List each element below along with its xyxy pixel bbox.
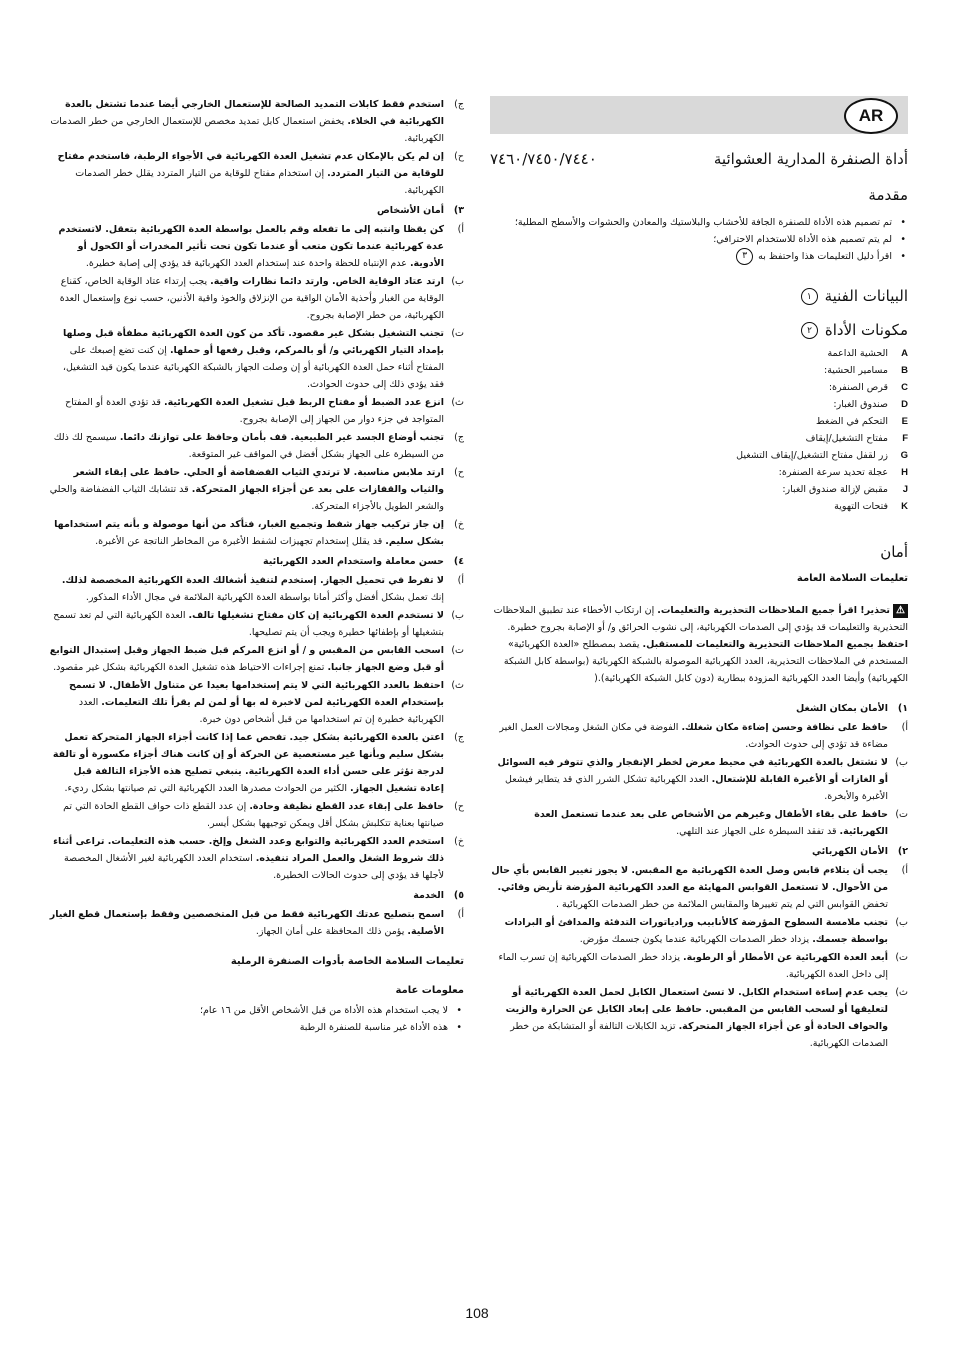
list-item: خ) إن جاز تركيب جهاز شفط وتجميع الغبار، فتأكد من أنها موصولة و بأنه يتم استخدامها بشكل سليم. قد يقلل إستخدام تجهيزات لشفط الأغبرة من المخاطر الناتجة عن الأغبرة. [54, 519, 464, 547]
list-item: ت) تجنب التشغيل بشكل غير مقصود. تأكد من كون العدة الكهربائية مطفأة قبل وصلها بإمداد التيار الكهربائي و/ أو بالمركم، وقبل رفعها أو حملها. إن كنت تضع إصبعك على المفتاح أثناء حمل العدة الكهربائية أو إن وصلت الجهاز بالشبكة الكهربائية عندما يكون قيد التشغيل، فقد يؤدي ذلك إلى حدوث الحوادث. [62, 328, 464, 390]
list-item: • لا يجب استخدام هذه الأداة من قبل الأشخاص الأقل من ١٦ عام؛ [48, 1002, 464, 1019]
list-item: ث) احتفظ بالعدد الكهربائية التي لا يتم إستخدامها بعيدا عن متناول الأطفال. لا تسمح بإستخدام العدة الكهربائية لمن لاخبرة له بها أو لمن لم يقرأ تلك التعليمات. العدد الكهربائية خطيرة إن تم استخدامها من قبل أشخاص دون خبرة. [68, 680, 464, 725]
component-item: G زر لقفل مفتاح التشغيل/إيقاف التشغيل [736, 450, 908, 461]
figure-ref: ٣ [736, 248, 753, 265]
list-item: ج) تجنب أوضاع الجسد غير الطبيعية. قف بأمان وحافظ على توازنك دائما. سيسمح لك ذلك من السيطرة على الجهاز بشكل أفضل في المواقف غير المتوقعة. [53, 432, 464, 460]
safety-heading: أمان [880, 543, 908, 561]
work-area-items [490, 719, 908, 840]
list-item: • هذه الأداة غير مناسبة للصنفرة الرطبة [48, 1019, 464, 1036]
component-item: A الحشية الداعمة [827, 348, 908, 359]
general-safety-heading: تعليمات السلامة العامة [796, 573, 908, 584]
list-item: أ) كن يقظا وانتبه إلى ما تفعله وقم بالعمل بواسطة العدة الكهربائية بتعقل. لاتستخدم عدة كهربائية عندما تكون متعب أو عندما تكون تحت تأثير المخدرات أو الكحول أو الأدوية. عدم الإنتباه للحظة واحدة عند إستخدام العدد الكهربائية قد يؤدي إلى إصابة خطيرة. [58, 224, 464, 269]
general-info-heading: معلومات عامة [395, 985, 464, 996]
list-item: ح) إن لم يكن بالإمكان عدم تشغيل العدة الكهربائية في الأجواء الرطبة، فاستخدم مفتاح للوقاية من التيار المتردد. إن استخدام مفتاح للوقاية من التيار المتردد يقلل خطر الصدمات الكهربائية. [57, 151, 464, 196]
warning-triangle-icon: ⚠ [893, 604, 908, 618]
model-numbers: ٧٤٦٠/٧٤٥٠/٧٤٤٠ [490, 150, 597, 168]
list-item: ح) حافظ على إبقاء عدد القطع نظيفة وحادة. إن عدد القطع ذات حواف القطع الحادة التي تم صيانتها بعناية تتكلبش بشكل أقل ويمكن توجيهها بشكل أيسر. [63, 801, 464, 829]
tool-use-items [48, 572, 464, 884]
electrical-items-continued [48, 96, 464, 199]
section-service: ٥) الخدمة [413, 890, 464, 901]
component-item: H عجلة تحديد سرعة الصنفرة: [778, 467, 908, 478]
list-item: ب) تجنب ملامسة السطوح المؤرضة كالأنابيب ورادياتورات التدفئة والمدافئ أو البرادات بواسطة جسمك. يزداد خطر الصدمات الكهربائية عندما يكون جسمك مؤرض. [504, 917, 908, 945]
language-badge: AR [844, 98, 898, 134]
list-item: ث) انزع عدد الضبط أو مفتاح الربط قبل تشغيل العدة الكهربائية. قد تؤدي العدة أو المفتاح المتواجد في جزء دوار من الجهاز إلى الإصابة بجروح. [65, 397, 464, 425]
general-info-list [48, 1002, 464, 1036]
list-item: ت) أبعد العدة الكهربائية عن الأمطار أو الرطوبة. يزداد خطر الصدمات الكهربائية إن تسرب الماء إلى داخل العدة الكهربائية. [498, 952, 908, 980]
sander-safety-heading: تعليمات السلامة الخاصة بأدوات الصنفرة الرملية [230, 956, 464, 967]
list-item: ج) اعتن بالعدة الكهربائية بشكل جيد. تفحص عما إذا كانت أجزاء الجهاز المتحركة تعمل بشكل سليم وبأنها غير مستعصية عن الحركة أو إن كانت هناك أجزاء مكسورة أو تالفة لدرجة تؤثر على حسن أداء العدة الكهربائية. ينبغي تصليح هذه الأجزاء التالفة قبل إعادة تشغيل الجهاز. الكثير من الحوادث مصدرها العدد الكهربائية التي تم صيانتها بشكل رديء. [52, 732, 464, 794]
intro-heading: مقدمة [868, 186, 908, 204]
list-item: • لم يتم تصميم هذه الأداة للاستخدام الاحترافي؛ [490, 231, 908, 248]
left-column [48, 96, 464, 1036]
list-item: ج) استخدم فقط كابلات التمديد الصالحة للإستعمال الخارجي أيضا عندما تشتغل بالعدة الكهربائية في الخلاء. يخفض استعمال كابل تمديد مخصص للإستعمال الخارجي من خطر الصدمات الكهربائية. [50, 99, 464, 144]
figure-ref: ١ [801, 288, 818, 305]
list-item: ح) ارتد ملابس مناسبة. لا ترتدي الثياب الفضفاضة أو الحلي. حافظ على إبقاء الشعر والثياب والقفازات على بعد عن أجزاء الجهاز المتحركة. قد تتشابك الثياب الفضفاضة والحلي والشعر الطويل بالأجزاء المتحركة. [49, 467, 464, 512]
figure-ref: ٢ [801, 322, 818, 339]
list-item: ت) اسحب القابس من المقبس و / أو انزع المركم قبل ضبط الجهاز وقبل إستبدال التوابع أو قبل وضع الجهاز جانبا. تمنع إجراءات الاحتياط هذه تشغيل العدة الكهربائية بشكل غير مقصود. [49, 645, 464, 673]
component-item: C قرص الصنفرة: [828, 382, 908, 393]
list-item: • تم تصميم هذه الأداة للصنفرة الجافة للأخشاب والبلاستيك والمعادن والحشوات والأسطح المطلية؛ [490, 214, 908, 231]
section-personal-safety: ٣) أمان الأشخاص [377, 205, 464, 216]
section-tool-use: ٤) حسن معاملة واستخدام العدد الكهربائية [263, 556, 464, 567]
component-item: J مقبض لإزالة صندوق الغبار: [782, 484, 908, 495]
list-item: أ) يجب أن يتلاءم قابس وصل العدة الكهربائية مع المقبس. لا يجوز تغيير القابس بأي حال من الأحوال. لا تستعمل القوابس المهايئة مع العدد الكهربائية المؤرضة تأريض وقائي. تخفض القوابس التي لم يتم تغييرها والمقابس الملائمة من خطر الصدمات الكهربائية . [491, 865, 908, 910]
component-item: B مسامير الحشية: [824, 365, 908, 376]
service-items [48, 906, 464, 940]
warning-paragraph: ⚠تحذير! اقرأ جميع الملاحظات التحذيرية والتعليمات. إن ارتكاب الأخطاء عند تطبيق الملاحظات التحذيرية والتعليمات قد يؤدي إلى الصدمات الكهربائية، إلى نشوب الحرائق و/ أو الإصابة بجروح خطيرة. احتفظ بجميع الملاحظات التحذيرية والتعليمات للمستقبل. يقصد بمصطلح «العدة الكهربائية» المستخدم في الملاحظات التحذيرية، العدد الكهربائية الموصولة بالشبكة الكهربائية (بواسطة كابل الشبكة الكهربائية) وأيضا العدد الكهربائية المزودة ببطارية (دون كابل الشبكة الكهربائية).( [493, 604, 908, 684]
components-list [490, 345, 908, 515]
personal-safety-items [48, 221, 464, 550]
electrical-items [490, 862, 908, 1052]
component-item: K فتحات التهوية [834, 501, 908, 512]
list-item: ب) لا تشتغل بالعدة الكهربائية في محيط معرض لخطر الإنفجار والذي تتوفر فيه السوائل أو الغازات أو الأغبرة القابلة للإشتعال. العدد الكهربائية تشكل الشرر الذي قد يتطاير فيشعل الأغبرة والأبخرة. [497, 757, 908, 802]
list-item: ث) يجب عدم إساءة استخدام الكابل. لا تسئ استعمال الكابل لحمل العدة الكهربائية أو لتعليقها أو لسحب القابس من المقبس. حافظ على إبعاد الكابل عن الحرارة والزيت والحواف الحادة أو عن أجزاء الجهاز المتحركة. تزيد الكابلات التالفة أو المتشابكة من خطر الصدمات الكهربائية. [505, 987, 908, 1049]
component-item: D صندوق الغبار: [833, 399, 908, 410]
tech-data-heading: البيانات الفنية ١ [490, 287, 908, 305]
list-item: ب) لا تستخدم العدة الكهربائية إن كان مفتاح تشغيلها تالف. العدة الكهربائية التي لم تعد تسمح بتشغيلها أو بإطفائها خطيرة ويجب أن يتم تصليحها. [53, 610, 464, 638]
list-item: • اقرأ دليل التعليمات هذا واحتفظ به ٣ [490, 248, 908, 265]
document-title-row [490, 150, 908, 168]
right-column [490, 96, 908, 1053]
intro-list [490, 214, 908, 265]
component-item: F مفتاح التشغيل/إيقاف [805, 433, 908, 444]
page-number: 108 [465, 1305, 489, 1321]
list-item: خ) استخدم العدد الكهربائية والتوابع وعدد الشغل وإلخ. حسب هذه التعليمات. تراعى أثناء ذلك شروط الشغل والعمل المراد تنفيذه. استخدام العدد الكهربائية لغير الأشغال المخصصة لأجلها قد يؤدي إلى حدوث الحالات الخطيرة. [53, 836, 464, 881]
language-banner [490, 96, 908, 134]
component-item: E التحكم في الضغط [816, 416, 908, 427]
list-item: أ) حافظ على نظافة وحسن إضاءة مكان شغلك. الفوضة في مكان الشغل ومجالات العمل الغير مضاءة قد تؤدي إلى حدوث الحوادث. [499, 722, 908, 750]
section-electrical: ٢) الأمان الكهربائي [811, 846, 908, 857]
list-item: ب) ارتد عتاد الوقاية الخاص. وارتد دائما نظارات واقية. يجب إرتداء عتاد الوقاية الخاص، كقناع الوقاية من الغبار وأحذية الأمان الواقية من الإنزلاق والخوذ واقية الأذنين، حسب نوع وإستعمال العدة الكهربائية، من خطر الإصابة بجروح. [59, 276, 464, 321]
list-item: أ) اسمح بتصليح عدتك الكهربائية فقط من قبل المتخصصين وفقط بإستعمال قطع الغيار الأصلية. يؤمن ذلك المحافظة على أمان الجهاز. [49, 909, 464, 937]
list-item: ت) حافظ على بقاء الأطفال وغيرهم من الأشخاص على بعد عندما تستعمل العدة الكهربائية. قد تفقد السيطرة على الجهاز عند التلهي. [534, 809, 908, 837]
components-heading: مكونات الأداة ٢ [490, 321, 908, 339]
section-work-area: ١) الأمان بمكان الشغل [796, 703, 908, 714]
list-item: أ) لا تفرط في تحميل الجهاز. إستخدم لتنفيذ أشغالك العدة الكهربائية المخصصة لذلك. إنك تعمل بشكل أفضل وأكثر أمانا بواسطة العدة الكهربائية الملائمة في مجال الأداء المذكور. [61, 575, 464, 603]
document-title: أداة الصنفرة المدارية العشوائية [713, 150, 908, 168]
